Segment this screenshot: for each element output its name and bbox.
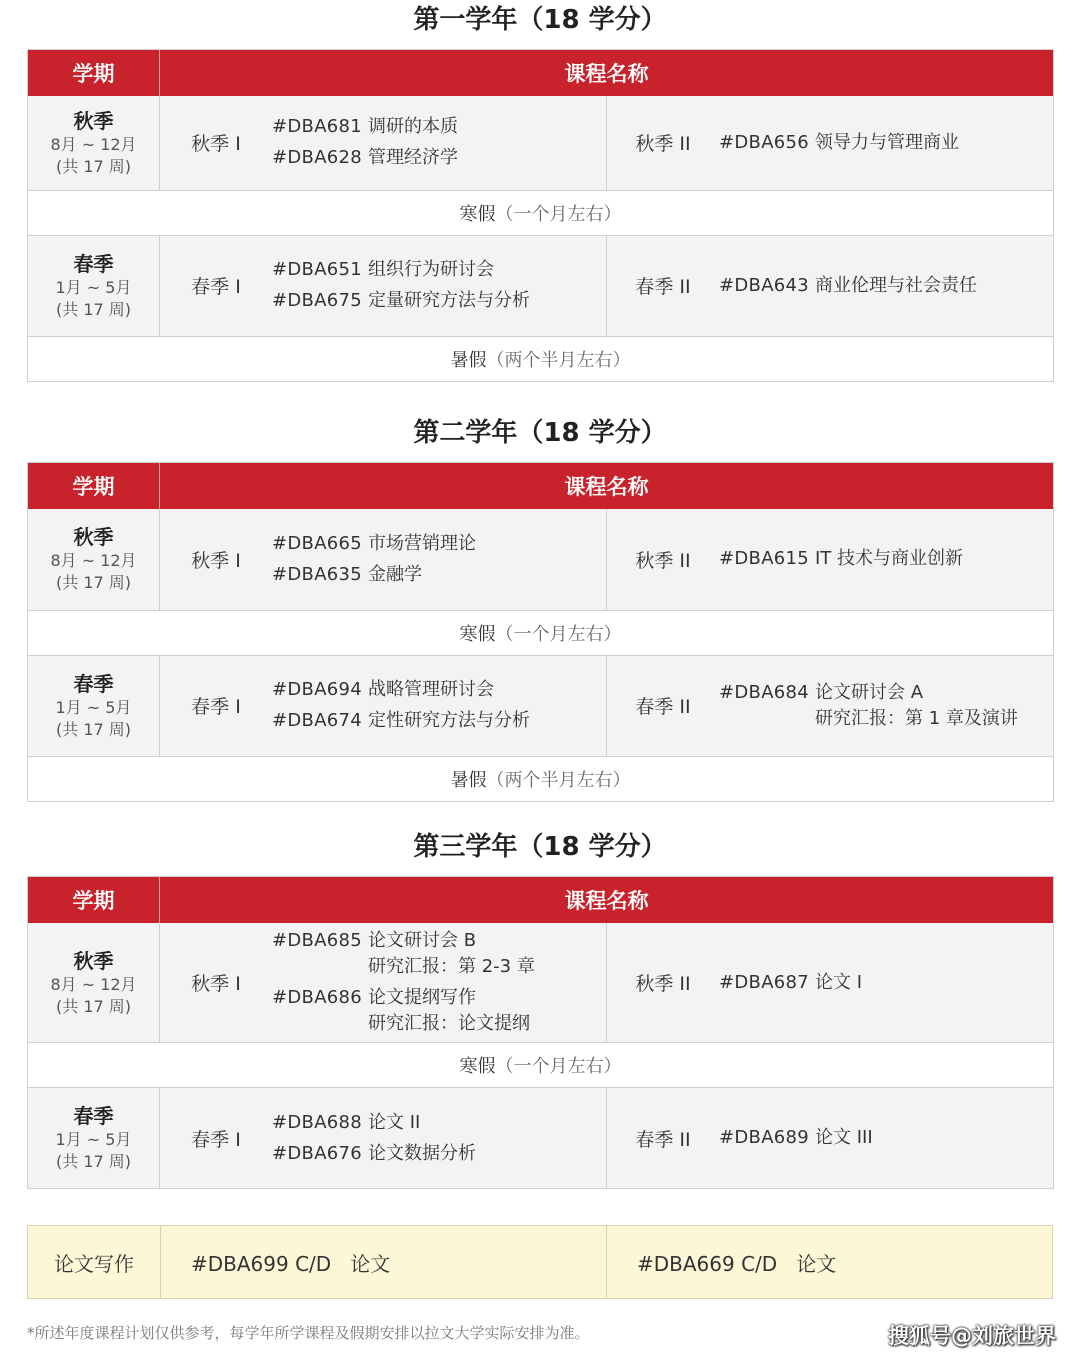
course-name: 论文 III [815,1127,873,1148]
half-term-2 [607,96,1054,190]
break-label: 寒假 [459,623,496,645]
term-name: 秋季 [73,525,114,550]
course-name: 管理经济学 [368,147,458,169]
term-header: 学期 [28,463,160,510]
course-name [368,928,535,980]
thesis-course-right: #DBA669 C/D 论文 [637,1251,837,1276]
course-item [272,288,606,314]
year-1-title: 第一学年（18 学分） [413,5,667,35]
course-code: #DBA687 [719,971,810,993]
courses-header: 课程名称 [160,877,1054,924]
half-term-1 [160,655,607,756]
term-name: 春季 [73,671,114,696]
term-months: 8月 ~ 12月 [50,551,137,571]
year-2-title: 第二学年（18 学分） [413,418,667,448]
break-note: （一个月左右） [495,1056,622,1077]
half-term-1 [160,509,607,610]
course-item [272,114,606,140]
course-name: 论文 I [815,971,863,993]
course-code: #DBA628 [272,147,363,169]
break-row [28,336,1054,381]
course-item [719,1125,1053,1151]
term-cell [28,655,160,756]
thesis-table [27,1225,1053,1299]
course-code: #DBA688 [272,1111,363,1133]
year-1-table [27,49,1054,382]
course-code: #DBA643 [719,274,810,296]
half-term-label: 春季 I [191,696,241,718]
term-months: 1月 ~ 5月 [55,277,132,297]
term-name: 春季 [73,251,114,276]
course-code: #DBA635 [272,563,363,585]
table-row [28,923,1054,1043]
course-item [719,130,1053,156]
course-code: #DBA665 [272,532,363,554]
break-label: 暑假 [450,349,487,371]
term-cell [28,235,160,336]
table-row [28,235,1054,336]
course-item [272,677,606,703]
course-code: #DBA675 [272,290,363,311]
break-note: （两个半月左右） [486,769,631,791]
term-cell [28,509,160,610]
footnote: *所述年度课程计划仅供参考，每学年所学课程及假期安排以拉文大学实际安排为准。 [27,1324,590,1342]
course-name: 组织行为研讨会 [368,259,494,280]
term-weeks: (共 17 周) [55,996,132,1016]
course-item [719,273,1053,299]
year-2-table [27,462,1054,802]
term-weeks: (共 17 周) [55,573,132,593]
half-term-1 [160,1088,607,1189]
courses-header: 课程名称 [160,50,1054,97]
half-term-2 [607,1088,1054,1189]
break-label: 寒假 [459,1056,496,1077]
course-name: IT 技术与商业创新 [815,548,964,570]
summer-break [28,336,1054,381]
half-term-label: 春季 I [191,276,241,298]
table-row [28,1088,1054,1189]
thesis-label: 论文写作 [28,1226,161,1299]
summer-break [28,756,1054,801]
winter-break [28,1043,1054,1088]
term-name: 秋季 [73,948,114,973]
term-weeks: (共 17 周) [55,719,132,739]
half-term-label: 春季 II [635,696,691,718]
course-item [272,708,606,734]
course-name [368,985,530,1037]
course-title: 论文研讨会 B [368,930,477,951]
course-name: 调研的本质 [368,116,458,138]
course-item [719,970,1053,996]
half-term-2 [607,235,1054,336]
term-months: 8月 ~ 12月 [50,134,137,154]
winter-break [28,190,1054,235]
half-term-label: 春季 II [635,276,691,298]
course-item [272,145,606,171]
term-months: 1月 ~ 5月 [55,697,132,717]
half-term-1 [160,235,607,336]
winter-break [28,610,1054,655]
half-term-label: 秋季 I [191,549,241,572]
course-name: 金融学 [368,563,422,585]
break-row [28,756,1054,801]
course-note: 研究汇报：第 2-3 章 [368,956,535,977]
thesis-course-left: #DBA699 C/D 论文 [161,1226,607,1299]
course-code: #DBA676 [272,1142,363,1164]
half-term-1 [160,923,607,1043]
course-item [272,1141,606,1167]
course-code: #DBA681 [272,116,363,138]
half-term-1 [160,96,607,190]
watermark: 搜狐号@刘旅世界 [888,1324,1056,1348]
course-item [719,680,1053,732]
course-name: 定性研究方法与分析 [368,710,530,731]
half-term-label: 秋季 II [635,133,691,156]
table-row [28,96,1054,190]
half-term-label: 秋季 II [635,973,691,995]
term-cell [28,1088,160,1189]
course-item [719,546,1053,572]
course-code: #DBA656 [719,131,810,153]
course-name: 论文数据分析 [368,1142,476,1164]
half-term-label: 秋季 I [191,133,241,156]
course-name: 定量研究方法与分析 [368,290,530,311]
break-note: （两个半月左右） [486,349,631,371]
break-note: （一个月左右） [495,623,622,645]
course-code: #DBA694 [272,679,363,700]
course-name: 领导力与管理商业 [815,131,959,153]
term-header: 学期 [28,877,160,924]
term-months: 1月 ~ 5月 [55,1130,132,1149]
course-name: 市场营销理论 [368,532,476,554]
course-name: 商业伦理与社会责任 [815,274,977,296]
course-code: #DBA686 [272,987,363,1008]
term-cell [28,923,160,1043]
break-row [28,1043,1054,1088]
course-title: 论文研讨会 A [815,681,924,703]
course-name: 战略管理研讨会 [368,679,494,700]
half-term-label: 秋季 I [191,973,241,995]
break-label: 暑假 [450,769,487,791]
break-note: （一个月左右） [495,203,622,225]
course-item [272,257,606,283]
half-term-label: 秋季 II [635,549,691,572]
course-item [272,531,606,557]
term-cell [28,96,160,190]
course-code: #DBA674 [272,710,363,731]
half-term-label: 春季 I [191,1128,241,1151]
course-code: #DBA651 [272,259,363,280]
course-name: 论文 II [368,1111,421,1133]
table-row [28,655,1054,756]
course-code: #DBA685 [272,930,363,951]
half-term-2 [607,509,1054,610]
table-row [28,509,1054,610]
courses-header: 课程名称 [160,463,1054,510]
course-note: 研究汇报：第 1 章及演讲 [815,707,1018,729]
course-item [272,562,606,588]
course-title: 论文提纲写作 [368,987,476,1008]
course-code: #DBA615 [719,548,810,570]
term-weeks: (共 17 周) [55,299,132,319]
break-row [28,190,1054,235]
term-weeks: (共 17 周) [55,156,132,176]
course-name [815,680,1018,732]
year-3-title: 第三学年（18 学分） [413,832,667,862]
half-term-label: 春季 II [635,1128,691,1151]
term-name: 春季 [73,1104,114,1128]
year-3-table [27,876,1054,1189]
half-term-2 [607,923,1054,1043]
course-code: #DBA684 [719,681,810,703]
term-name: 秋季 [73,108,114,133]
course-item [272,1110,606,1136]
course-note: 研究汇报：论文提纲 [368,1013,530,1034]
break-label: 寒假 [459,203,496,225]
course-item [272,928,606,980]
break-row [28,610,1054,655]
term-weeks: (共 17 周) [55,1152,132,1171]
term-months: 8月 ~ 12月 [50,974,137,994]
course-item [272,985,606,1037]
term-header: 学期 [28,50,160,97]
course-code: #DBA689 [719,1127,810,1148]
half-term-2 [607,655,1054,756]
